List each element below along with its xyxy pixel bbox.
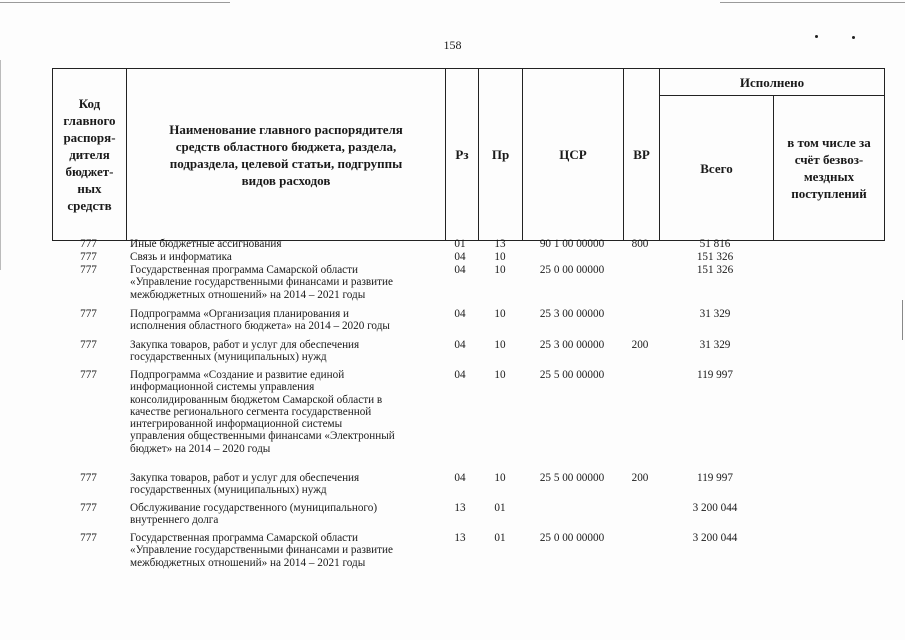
cell-code: 777 <box>80 472 97 484</box>
cell-pr: 10 <box>494 472 506 484</box>
cell-rz: 04 <box>454 339 466 351</box>
table-row <box>52 532 885 576</box>
cell-total: 3 200 044 <box>692 532 738 544</box>
table-row <box>52 502 885 532</box>
cell-rz: 04 <box>454 251 466 263</box>
cell-vr: 800 <box>631 238 649 250</box>
table-row <box>52 472 885 502</box>
header-pr: Пр <box>491 147 510 162</box>
cell-rz: 13 <box>454 532 466 544</box>
cell-rz: 04 <box>454 308 466 320</box>
header-executed: Исполнено <box>739 74 805 90</box>
header-rz: Рз <box>455 147 469 162</box>
table-row <box>52 264 885 308</box>
cell-vr: 200 <box>631 472 649 484</box>
page-number: 158 <box>443 38 462 52</box>
cell-name: Государственная программа Самарской области «Управление государственными финансами и развитие межбюджетных отношений» на 2014 – 2021 годы <box>130 264 394 301</box>
cell-csr: 25 3 00 00000 <box>539 339 605 351</box>
cell-pr: 10 <box>494 308 506 320</box>
cell-code: 777 <box>80 238 97 250</box>
cell-csr: 25 5 00 00000 <box>539 369 605 381</box>
cell-total: 31 329 <box>699 339 731 351</box>
cell-total: 151 326 <box>696 264 734 276</box>
table-body <box>52 238 885 576</box>
cell-vr: 200 <box>631 339 649 351</box>
cell-code: 777 <box>80 264 97 276</box>
cell-rz: 04 <box>454 264 466 276</box>
scan-edge-line <box>0 60 1 270</box>
cell-pr: 10 <box>494 251 506 263</box>
cell-csr: 25 0 00 00000 <box>539 264 605 276</box>
cell-total: 51 816 <box>699 238 731 250</box>
cell-name: Иные бюджетные ассигнования <box>130 238 282 250</box>
table-header <box>52 68 885 241</box>
table-row <box>52 308 885 339</box>
header-csr: ЦСР <box>559 147 587 162</box>
cell-total: 3 200 044 <box>692 502 738 514</box>
header-total: Всего <box>700 160 733 176</box>
table-row <box>52 251 885 264</box>
cell-csr: 25 3 00 00000 <box>539 308 605 320</box>
cell-rz: 04 <box>454 369 466 381</box>
cell-name: Подпрограмма «Создание и развитие единой информационной системы управления консолидированным бюджетом Самарской области в качестве регионального сегмента государственной интегрированной информационной системы управления общественными финансами «Электронный бюджет» на 2014 – 2020 годы <box>130 369 395 455</box>
cell-name: Закупка товаров, работ и услуг для обеспечения государственных (муниципальных) нужд <box>130 339 360 364</box>
cell-name: Связь и информатика <box>130 251 232 263</box>
scan-edge-line <box>0 2 230 3</box>
cell-pr: 10 <box>494 339 506 351</box>
cell-rz: 13 <box>454 502 466 514</box>
table-row <box>52 238 885 251</box>
cell-total: 31 329 <box>699 308 731 320</box>
cell-code: 777 <box>80 339 97 351</box>
header-bezvozmezd: в том числе за счёт безвоз- мездных поступлений <box>787 135 871 201</box>
cell-pr: 10 <box>494 264 506 276</box>
cell-code: 777 <box>80 251 97 263</box>
cell-code: 777 <box>80 369 97 381</box>
cell-name: Закупка товаров, работ и услуг для обеспечения государственных (муниципальных) нужд <box>130 472 360 497</box>
table-row <box>52 369 885 472</box>
cell-code: 777 <box>80 502 97 514</box>
cell-code: 777 <box>80 308 97 320</box>
cell-csr: 90 1 00 00000 <box>539 238 605 250</box>
cell-total: 119 997 <box>697 369 733 381</box>
cell-name: Обслуживание государственного (муниципального) внутреннего долга <box>130 502 378 527</box>
cell-csr: 25 5 00 00000 <box>539 472 605 484</box>
scan-edge-line <box>902 300 903 340</box>
cell-total: 151 326 <box>696 251 734 263</box>
scan-edge-line <box>720 2 905 3</box>
cell-rz: 01 <box>454 238 466 250</box>
header-vr: ВР <box>633 147 650 162</box>
table-row <box>52 339 885 369</box>
cell-pr: 10 <box>494 369 506 381</box>
cell-total: 119 997 <box>697 472 733 484</box>
cell-name: Государственная программа Самарской области «Управление государственными финансами и развитие межбюджетных отношений» на 2014 – 2021 годы <box>130 532 394 569</box>
cell-rz: 04 <box>454 472 466 484</box>
cell-csr: 25 0 00 00000 <box>539 532 605 544</box>
header-code: Код главного распоря- дителя бюджет- ных средств <box>63 96 116 213</box>
cell-pr: 01 <box>494 532 506 544</box>
cell-name: Подпрограмма «Организация планирования и исполнения областного бюджета» на 2014 – 2020 годы <box>130 308 390 333</box>
cell-pr: 01 <box>494 502 506 514</box>
header-name: Наименование главного распорядителя средств областного бюджета, раздела, подраздела, целевой статьи, подгруппы видов расходов <box>169 121 403 188</box>
cell-pr: 13 <box>494 238 506 250</box>
cell-code: 777 <box>80 532 97 544</box>
